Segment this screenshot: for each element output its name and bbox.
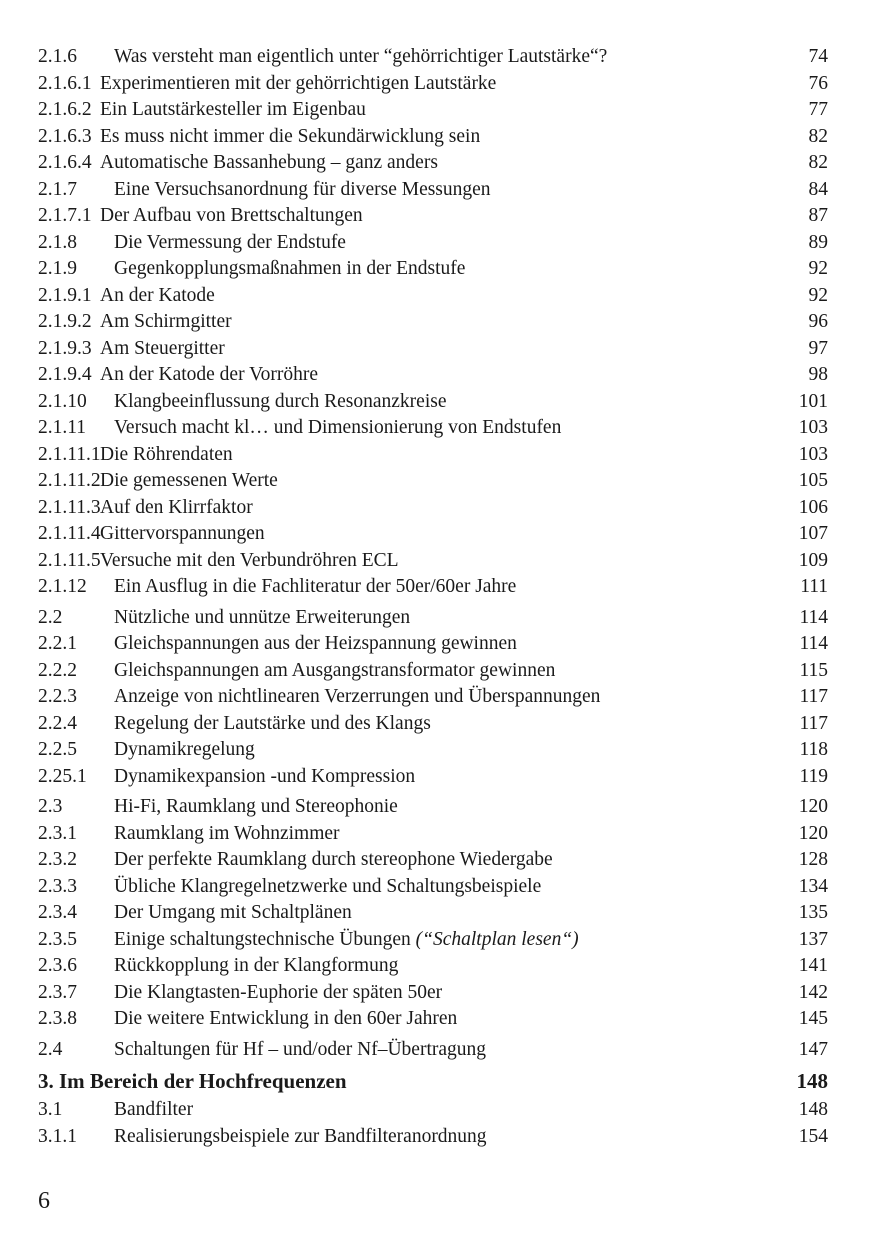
toc-entry[interactable] [38, 44, 828, 71]
toc-entry-number: 3.1.1 [38, 1125, 77, 1147]
toc-entry-number: 3.1 [38, 1099, 63, 1120]
toc-entry-number: 2.2.5 [38, 739, 77, 760]
toc-entry-number: 2.4 [38, 1038, 63, 1060]
toc-entry[interactable] [38, 468, 828, 495]
toc-entry-title: Realisierungsbeispiele zur Bandfilteranordnung [114, 1125, 487, 1147]
toc-entry[interactable] [38, 953, 828, 980]
toc-entry-page: 82 [808, 152, 828, 173]
toc-entry[interactable] [38, 631, 828, 658]
toc-entry-number: 2.1.7 [38, 178, 77, 200]
toc-entry[interactable] [38, 980, 828, 1007]
toc-entry-title: Der Umgang mit Schaltplänen [114, 902, 352, 923]
toc-entry-title: Übliche Klangregelnetzwerke und Schaltungsbeispiele [114, 875, 542, 897]
toc-entry-number: 2.3.3 [38, 875, 77, 897]
toc-chapter-title: Im Bereich der Hochfrequenzen [59, 1069, 347, 1093]
toc-entry-number: 2.1.11 [38, 417, 87, 438]
toc-entry-title: Raumklang im Wohnzimmer [114, 822, 340, 844]
toc-entry-title: Versuche mit den Verbundröhren ECL [100, 549, 399, 571]
toc-entry-number: 2.1.11.2 [38, 470, 101, 491]
toc-entry-page: 128 [798, 849, 828, 870]
toc-entry-title: Rückkopplung in der Klangformung [114, 955, 399, 976]
toc-entry-number: 2.3.2 [38, 849, 77, 870]
toc-entry[interactable] [38, 71, 828, 98]
toc-entry-page: 120 [798, 796, 828, 817]
toc-entry[interactable] [38, 203, 828, 230]
toc-entry-page: 103 [798, 417, 828, 438]
toc-entry-number: 2.2 [38, 606, 63, 628]
toc-entry[interactable] [38, 309, 828, 336]
toc-entry[interactable] [38, 256, 828, 283]
toc-entry-page: 106 [798, 496, 828, 518]
toc-entry-page: 147 [798, 1038, 828, 1060]
toc-entry-number: 2.1.11.5 [38, 549, 101, 571]
toc-entry-page: 135 [798, 902, 828, 923]
toc-entry-title: Eine Versuchsanordnung für diverse Messungen [114, 178, 491, 200]
toc-entry-title: Gleichspannungen am Ausgangstransformator gewinnen [114, 659, 556, 681]
toc-entry-number: 2.1.12 [38, 576, 87, 597]
toc-entry[interactable] [38, 124, 828, 151]
toc-entry-title: Hi-Fi, Raumklang und Stereophonie [114, 796, 398, 817]
toc-entry-page: 117 [799, 712, 828, 734]
toc-entry-number: 2.1.9.2 [38, 311, 92, 332]
toc-entry-number: 2.1.6.1 [38, 72, 92, 94]
toc-entry-page: 120 [798, 822, 828, 844]
toc-entry-title-text: Einige schaltungstechnische Übungen [114, 928, 411, 950]
toc-entry-page: 145 [798, 1008, 828, 1029]
toc-entry-title: Was versteht man eigentlich unter “gehörrichtiger Lautstärke“? [114, 46, 608, 67]
toc-entry[interactable] [38, 389, 828, 416]
toc-entry-page: 148 [798, 1099, 828, 1120]
toc-entry-title: Es muss nicht immer die Sekundärwicklung sein [100, 125, 481, 147]
toc-entry-title: Ein Lautstärkesteller im Eigenbau [100, 99, 366, 120]
toc-entry-number: 2.1.6.2 [38, 99, 92, 120]
toc-entry-number: 2.2.1 [38, 633, 77, 654]
toc-entry-title: Die Vermessung der Endstufe [114, 231, 346, 253]
toc-entry[interactable] [38, 794, 828, 821]
toc-entry-page: 134 [798, 875, 828, 897]
toc-entry-number: 2.1.10 [38, 390, 87, 412]
toc-entry-number: 2.2.3 [38, 686, 77, 707]
toc-entry-page: 87 [808, 205, 828, 226]
toc-entry-number: 2.1.9 [38, 258, 77, 279]
toc-entry-page: 98 [808, 364, 828, 385]
toc-entry-page: 118 [799, 739, 828, 760]
toc-entry[interactable] [38, 521, 828, 548]
toc-entry-title: An der Katode der Vorröhre [100, 364, 319, 385]
toc-entry-number: 2.2.4 [38, 712, 77, 734]
toc-entry-page: 76 [808, 72, 828, 94]
toc-entry[interactable] [38, 764, 828, 791]
toc-entry[interactable] [38, 415, 828, 442]
toc-entry-title: Experimentieren mit der gehörrichtigen Lautstärke [100, 72, 497, 94]
toc-entry-title: Versuch macht kl… und Dimensionierung von Endstufen [114, 417, 562, 438]
toc-entry[interactable] [38, 283, 828, 310]
toc-entry-number: 2.2.2 [38, 659, 77, 681]
toc-entry-number: 2.3.1 [38, 822, 77, 844]
toc-entry[interactable] [38, 442, 828, 469]
toc-entry-title: Am Schirmgitter [100, 311, 232, 332]
toc-entry-page: 105 [798, 470, 828, 491]
toc-entry-title: Die Röhrendaten [100, 443, 233, 465]
toc-entry[interactable] [38, 548, 828, 575]
toc-entry[interactable] [38, 362, 828, 389]
toc-entry-number: 2.25.1 [38, 765, 87, 787]
toc-entry-page: 92 [808, 258, 828, 279]
toc-entry[interactable] [38, 711, 828, 738]
toc-entry-page: 96 [808, 311, 828, 332]
toc-entry-page: 114 [799, 606, 828, 628]
toc-entry-title: Regelung der Lautstärke und des Klangs [114, 712, 431, 734]
toc-entry-number: 2.1.11.3 [38, 496, 101, 518]
toc-entry-page: 109 [798, 549, 828, 571]
toc-entry-title: Gleichspannungen aus der Heizspannung gewinnen [114, 633, 517, 654]
toc-entry-title: Ein Ausflug in die Fachliteratur der 50er/60er Jahre [114, 576, 517, 597]
toc-entry[interactable] [38, 150, 828, 177]
toc-entry-number: 2.1.7.1 [38, 205, 92, 226]
toc-entry-number: 2.3.6 [38, 955, 77, 976]
toc-entry-number: 2.3.8 [38, 1008, 77, 1029]
toc-entry-title: An der Katode [100, 284, 215, 306]
table-of-contents [38, 44, 828, 1150]
toc-entry-number: 2.1.9.1 [38, 284, 92, 306]
toc-entry-title: Klangbeeinflussung durch Resonanzkreise [114, 390, 447, 412]
toc-entry[interactable] [38, 230, 828, 257]
toc-entry[interactable] [38, 1097, 828, 1124]
page-number: 6 [38, 1188, 50, 1214]
toc-entry-page: 82 [808, 125, 828, 147]
toc-entry[interactable] [38, 495, 828, 522]
toc-entry[interactable] [38, 574, 828, 601]
toc-entry-page: 115 [799, 659, 828, 681]
toc-entry-page: 74 [808, 46, 828, 67]
toc-entry-title: Schaltungen für Hf – und/oder Nf–Übertragung [114, 1038, 487, 1060]
toc-entry[interactable] [38, 927, 828, 954]
toc-chapter-heading[interactable] [38, 1066, 828, 1097]
toc-entry[interactable] [38, 1124, 828, 1151]
toc-entry-number: 2.1.9.4 [38, 364, 92, 385]
toc-chapter-number: 3. [38, 1069, 54, 1093]
toc-entry-title: Der Aufbau von Brettschaltungen [100, 205, 363, 226]
toc-entry-title: Anzeige von nichtlinearen Verzerrungen und Überspannungen [114, 686, 601, 707]
toc-entry-title: Die gemessenen Werte [100, 470, 278, 491]
toc-entry[interactable] [38, 97, 828, 124]
toc-entry-page: 119 [799, 765, 828, 787]
toc-entry-title: Die weitere Entwicklung in den 60er Jahren [114, 1008, 458, 1029]
toc-entry-page: 84 [808, 178, 828, 200]
toc-entry-page: 111 [800, 576, 828, 597]
toc-entry[interactable] [38, 336, 828, 363]
toc-entry-title: Auf den Klirrfaktor [100, 496, 253, 518]
toc-entry-number: 2.1.8 [38, 231, 77, 253]
toc-entry-page: 137 [798, 928, 828, 950]
toc-entry-page: 142 [798, 981, 828, 1003]
toc-entry-page: 89 [808, 231, 828, 253]
toc-entry-number: 2.3.4 [38, 902, 77, 923]
toc-entry[interactable] [38, 1037, 828, 1064]
toc-entry-title-note: (“Schaltplan lesen“) [415, 928, 579, 950]
toc-entry-number: 2.1.11.1 [38, 443, 101, 465]
toc-entry-page: 114 [799, 633, 828, 654]
toc-entry-title: Dynamikexpansion -und Kompression [114, 765, 416, 787]
toc-entry-title: Automatische Bassanhebung – ganz anders [100, 152, 438, 173]
toc-entry-page: 141 [798, 955, 828, 976]
toc-entry-title: Am Steuergitter [100, 337, 225, 359]
toc-chapter-heading-text [38, 1066, 347, 1097]
toc-entry[interactable] [38, 874, 828, 901]
toc-entry-number: 2.1.6 [38, 46, 77, 67]
toc-entry[interactable] [38, 821, 828, 848]
toc-entry[interactable] [38, 900, 828, 927]
toc-entry-number: 2.1.11.4 [38, 523, 101, 544]
toc-entry-page: 101 [798, 390, 828, 412]
toc-entry-page: 92 [808, 284, 828, 306]
toc-entry-page: 107 [798, 523, 828, 544]
toc-entry-page: 77 [808, 99, 828, 120]
toc-entry[interactable] [38, 1006, 828, 1033]
toc-entry[interactable] [38, 684, 828, 711]
toc-entry-number: 2.3.5 [38, 928, 77, 950]
toc-entry-number: 2.1.6.4 [38, 152, 92, 173]
toc-entry-number: 2.1.9.3 [38, 337, 92, 359]
toc-entry-title: Nützliche und unnütze Erweiterungen [114, 606, 411, 628]
toc-entry-number: 2.1.6.3 [38, 125, 92, 147]
toc-entry[interactable] [38, 605, 828, 632]
toc-entry[interactable] [38, 177, 828, 204]
toc-entry-title: Bandfilter [114, 1099, 194, 1120]
toc-entry-title: Gegenkopplungsmaßnahmen in der Endstufe [114, 258, 466, 279]
toc-entry-title: Der perfekte Raumklang durch stereophone Wiedergabe [114, 849, 553, 870]
toc-entry-title: Dynamikregelung [114, 739, 255, 760]
toc-entry-number: 2.3.7 [38, 981, 77, 1003]
toc-entry-page: 154 [798, 1125, 828, 1147]
toc-entry-page: 103 [798, 443, 828, 465]
toc-entry-title: Die Klangtasten-Euphorie der späten 50er [114, 981, 443, 1003]
toc-entry-page: 97 [808, 337, 828, 359]
toc-entry[interactable] [38, 658, 828, 685]
toc-entry-title: Gittervorspannungen [100, 523, 265, 544]
toc-chapter-page: 148 [796, 1069, 828, 1093]
toc-entry[interactable] [38, 737, 828, 764]
toc-entry[interactable] [38, 847, 828, 874]
toc-entry-page: 117 [799, 686, 828, 707]
toc-entry-title [114, 927, 579, 954]
toc-entry-number: 2.3 [38, 796, 63, 817]
